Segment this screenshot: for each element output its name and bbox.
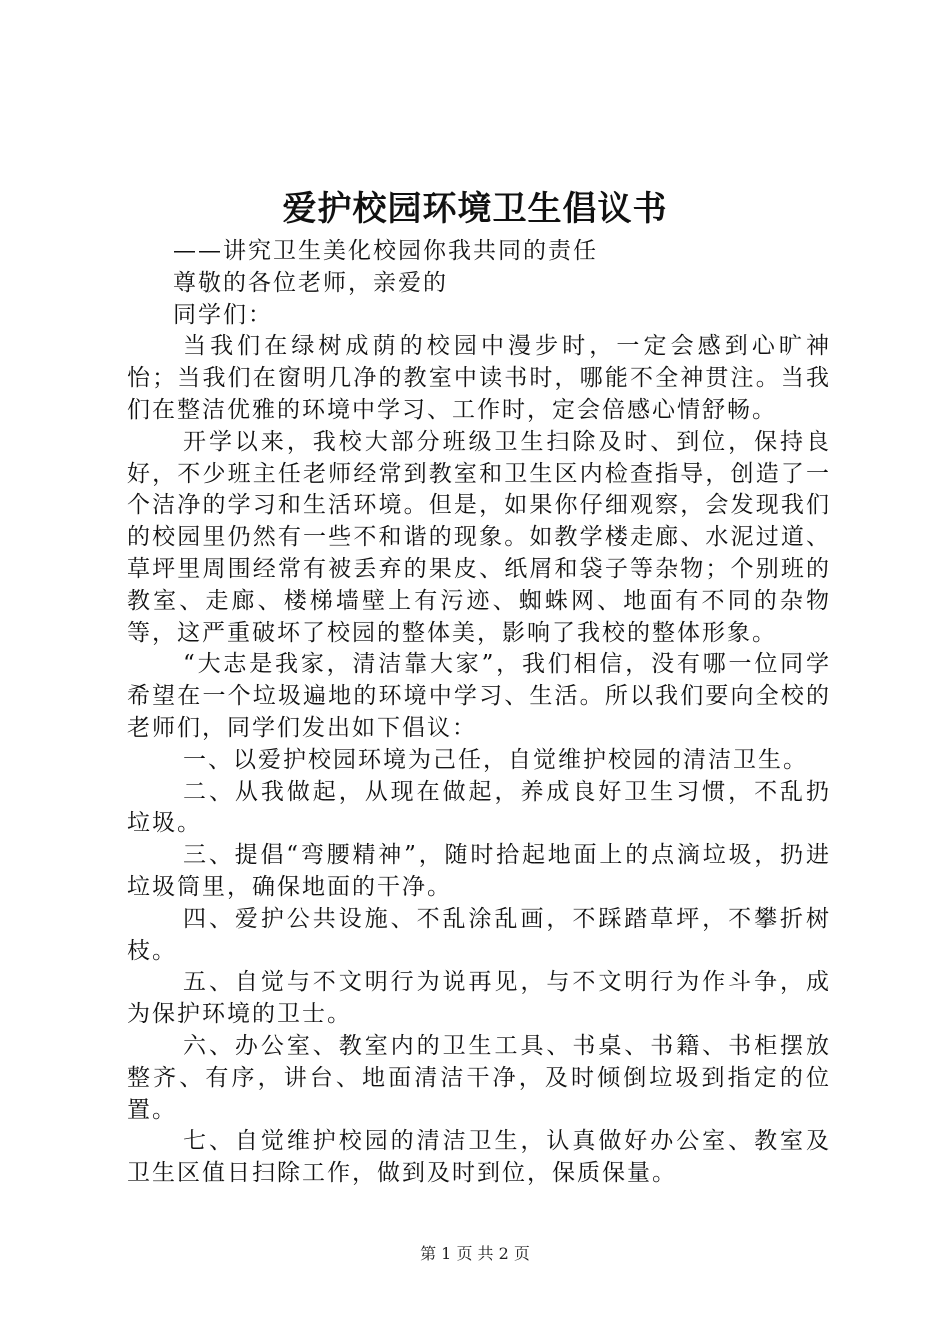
proposal-item-2: 二、从我做起，从现在做起，养成良好卫生习惯，不乱扔垃圾。 [127, 778, 831, 837]
proposal-item-5: 五、自觉与不文明行为说再见，与不文明行为作斗争，成为保护环境的卫士。 [127, 969, 831, 1028]
salutation-line-2: 同学们： [173, 301, 273, 328]
proposal-item-4: 四、爱护公共设施、不乱涂乱画，不踩踏草坪，不攀折树枝。 [127, 905, 831, 964]
salutation-line-1: 尊敬的各位老师，亲爱的 [173, 269, 448, 296]
document-title: 爱护校园环境卫生倡议书 [282, 189, 668, 229]
paragraph-call: “大志是我家，清洁靠大家”，我们相信，没有哪一位同学希望在一个垃圾遍地的环境中学习、生活。所以我们要向全校的老师们，同学们发出如下倡议： [127, 651, 831, 741]
document-body [127, 236, 831, 1190]
paragraph-observation: 开学以来，我校大部分班级卫生扫除及时、到位，保持良好，不少班主任老师经常到教室和卫生区内检查指导，创造了一个洁净的学习和生活环境。但是，如果你仔细观察，会发现我们的校园里仍然有一些不和谐的现象。如教学楼走廊、水泥过道、草坪里周围经常有被丢弃的果皮、纸屑和袋子等杂物；个别班的教室、走廊、楼梯墙壁上有污迹、蜘蛛网、地面有不同的杂物等，这严重破坏了校园的整体美，影响了我校的整体形象。 [127, 428, 831, 646]
page-footer: 第 1 页 共 2 页 [420, 1244, 530, 1263]
document-subtitle: ——讲究卫生美化校园你我共同的责任 [173, 238, 598, 264]
proposal-item-6: 六、办公室、教室内的卫生工具、书桌、书籍、书柜摆放整齐、有序，讲台、地面清洁干净，及时倾倒垃圾到指定的位置。 [127, 1032, 831, 1123]
proposal-item-7: 七、自觉维护校园的清洁卫生，认真做好办公室、教室及卫生区值日扫除工作，做到及时到位，保质保量。 [127, 1128, 831, 1187]
paragraph-intro: 当我们在绿树成荫的校园中漫步时，一定会感到心旷神怡；当我们在窗明几净的教室中读书时，哪能不全神贯注。当我们在整洁优雅的环境中学习、工作时，定会倍感心情舒畅。 [127, 333, 831, 423]
proposal-item-1: 一、以爱护校园环境为己任，自觉维护校园的清洁卫生。 [183, 746, 808, 773]
proposal-item-3: 三、提倡“弯腰精神”，随时拾起地面上的点滴垃圾，扔进垃圾筒里，确保地面的干净。 [127, 842, 831, 900]
